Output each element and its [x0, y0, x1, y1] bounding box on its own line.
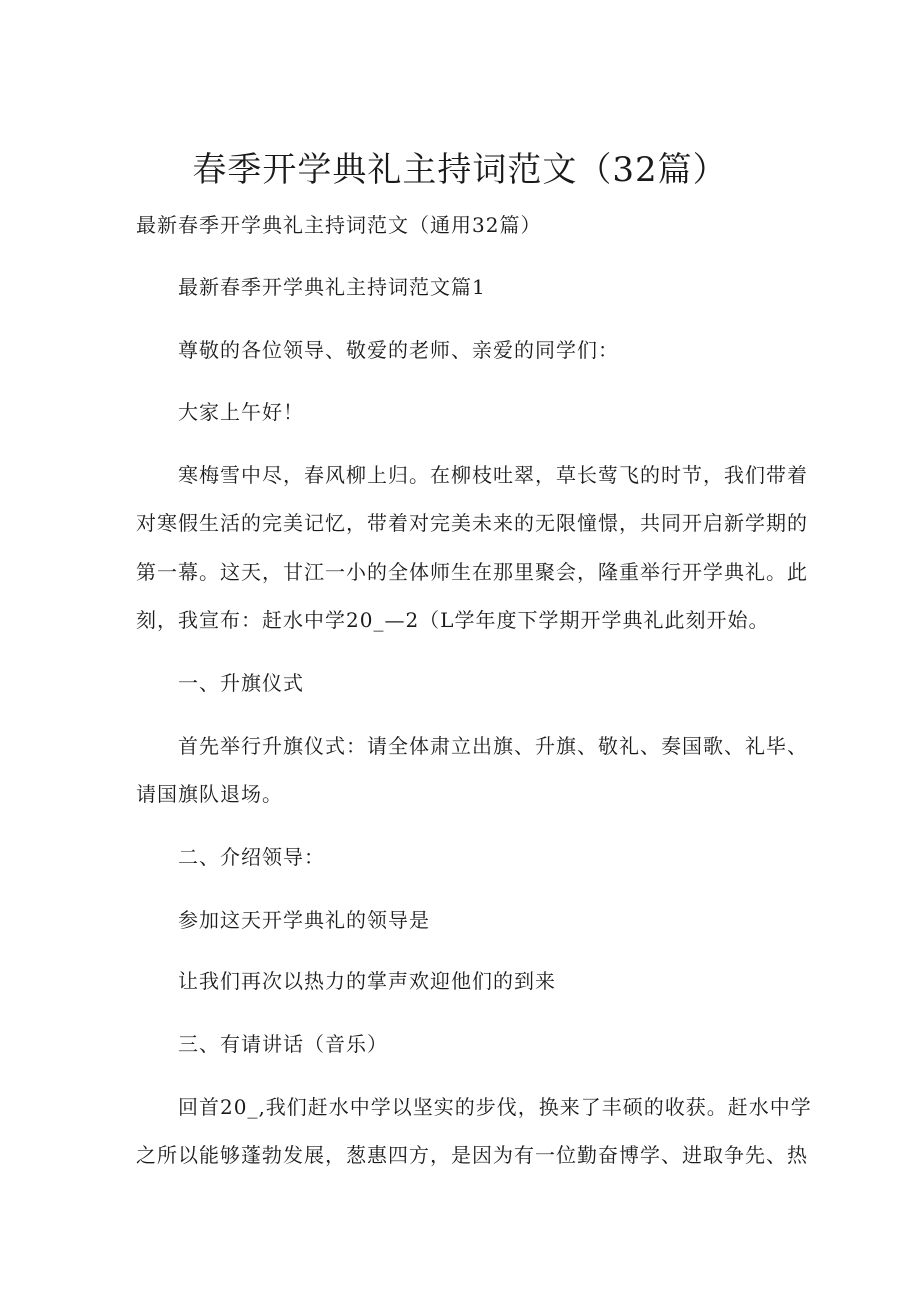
salutation-line: 大家上午好！ — [178, 400, 304, 424]
paragraph-1-line-1: 寒梅雪中尽，春风柳上归。在柳枝吐翠，草长莺飞的时节，我们带着 — [178, 463, 808, 487]
document-subtitle: 最新春季开学典礼主持词范文（通用32篇） — [136, 213, 542, 237]
item-1-text-line-1: 首先举行升旗仪式：请全体肃立出旗、升旗、敬礼、奏国歌、礼毕、 — [178, 734, 808, 758]
greeting-line: 尊敬的各位领导、敬爱的老师、亲爱的同学们： — [178, 338, 619, 362]
section-heading: 最新春季开学典礼主持词范文篇1 — [178, 275, 486, 299]
paragraph-3-line-1: 回首20_,我们赶水中学以坚实的步伐，换来了丰硕的收获。赶水中学 — [178, 1095, 812, 1119]
paragraph-1-line-4: 刻，我宣布：赶水中学20_—2（L学年度下学期开学典礼此刻开始。 — [136, 608, 770, 632]
item-2-text-1: 参加这天开学典礼的领导是 — [178, 908, 430, 932]
item-2-heading: 二、介绍领导： — [178, 845, 325, 869]
item-1-heading: 一、升旗仪式 — [178, 671, 304, 695]
paragraph-1-line-3: 第一幕。这天，甘江一小的全体师生在那里聚会，隆重举行开学典礼。此 — [136, 560, 808, 584]
item-2-text-2: 让我们再次以热力的掌声欢迎他们的到来 — [178, 969, 556, 993]
item-1-text-line-2: 请国旗队退场。 — [136, 782, 283, 806]
paragraph-1-line-2: 对寒假生活的完美记忆，带着对完美未来的无限憧憬，共同开启新学期的 — [136, 511, 808, 535]
document-title: 春季开学典礼主持词范文（32篇） — [192, 150, 728, 190]
item-3-heading: 三、有请讲话（音乐） — [178, 1032, 388, 1056]
paragraph-3-line-2: 之所以能够蓬勃发展，葱惠四方，是因为有一位勤奋博学、进取争先、热 — [136, 1143, 808, 1167]
